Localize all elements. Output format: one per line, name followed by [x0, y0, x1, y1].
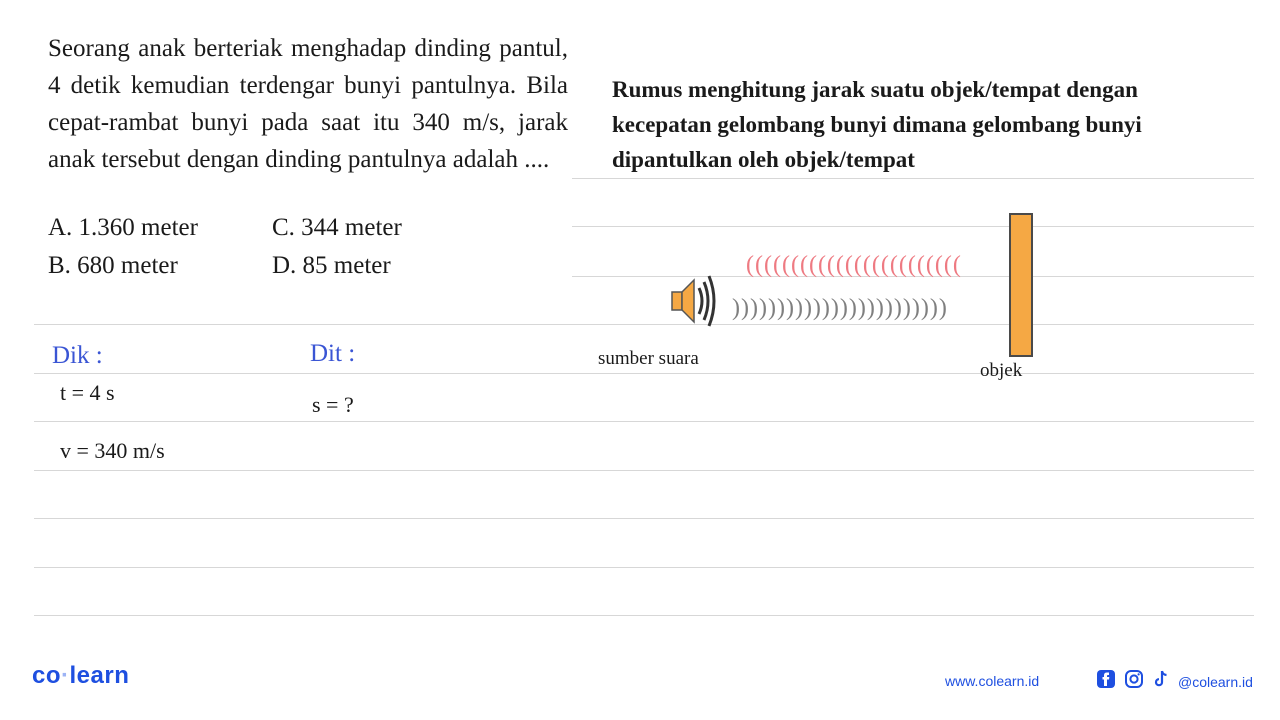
option-c: C. 344 meter	[272, 214, 402, 241]
known-t: t = 4 s	[60, 380, 115, 405]
colearn-logo: co·learn	[32, 662, 130, 689]
option-a: A. 1.360 meter	[48, 214, 198, 241]
social-handle[interactable]: @colearn.id	[1178, 673, 1253, 690]
ruled-line	[34, 324, 1254, 325]
facebook-icon[interactable]	[1096, 669, 1116, 694]
known-v: v = 340 m/s	[60, 438, 165, 463]
instagram-icon[interactable]	[1124, 669, 1144, 694]
wave-outgoing: ))))))))))))))))))))))))	[732, 295, 948, 321]
ruled-line	[34, 421, 1254, 422]
source-label: sumber suara	[598, 348, 699, 369]
object-label: objek	[980, 360, 1023, 381]
website-link[interactable]: www.colearn.id	[945, 673, 1040, 689]
option-d: D. 85 meter	[272, 252, 391, 279]
ruled-line	[34, 470, 1254, 471]
dit-label: Dit :	[310, 340, 356, 367]
option-b: B. 680 meter	[48, 252, 178, 279]
ruled-line	[34, 615, 1254, 616]
object-wall	[1009, 213, 1033, 357]
ruled-line	[34, 567, 1254, 568]
ruled-line	[572, 226, 1254, 227]
dik-label: Dik :	[52, 342, 103, 369]
ruled-line	[34, 373, 1254, 374]
ruled-line	[572, 178, 1254, 179]
social-links	[1096, 669, 1253, 694]
wave-reflected: ((((((((((((((((((((((((	[746, 252, 962, 278]
speaker-icon	[668, 268, 724, 339]
tiktok-icon[interactable]	[1152, 669, 1170, 694]
formula-title: Rumus menghitung jarak suatu objek/tempat dengan kecepatan gelombang bunyi dimana gelombang bunyi dipantulkan oleh objek/tempat	[612, 77, 1142, 172]
ruled-line	[34, 518, 1254, 519]
question-text: Seorang anak berteriak menghadap dinding pantul, 4 detik kemudian terdengar bunyi pantulnya. Bila cepat-rambat bunyi pada saat itu 340 m/s, jarak anak tersebut dengan dinding pantulnya adalah ....	[48, 35, 568, 173]
asked-s: s = ?	[312, 392, 354, 417]
